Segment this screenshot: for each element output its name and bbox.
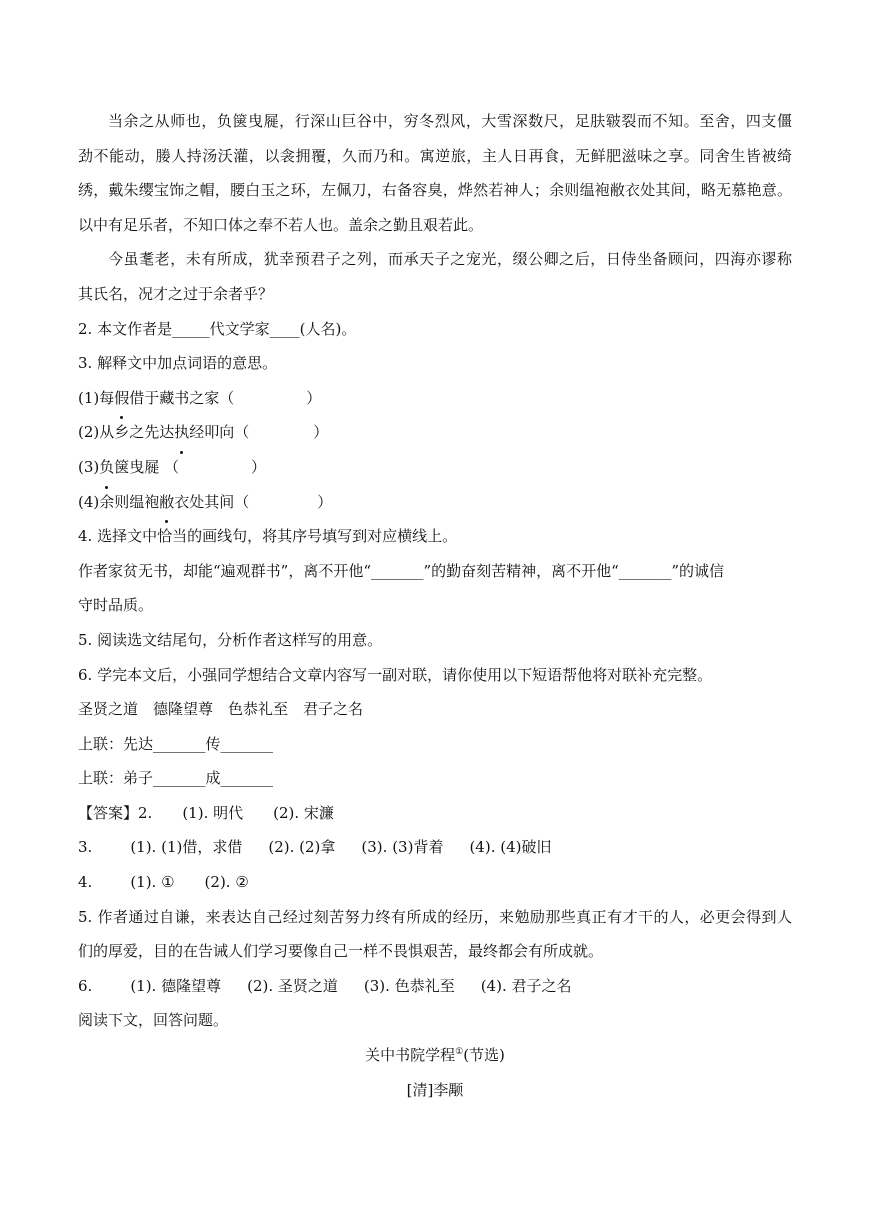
couplet-blank[interactable]: _______ [220,734,274,753]
question-4-line-2: 守时品质。 [78,596,154,615]
passage-paragraph-2 [78,242,792,311]
question-3-item-2 [78,415,792,450]
passage-line: 以中有足乐者，不知口体之奉不若人也。盖余之勤且艰若此。 [78,215,484,234]
section-title [78,1038,792,1073]
question-3-item-3 [78,450,792,485]
document-page [78,104,792,1107]
phrase: 德隆望尊 [153,700,214,719]
couplet-line-2 [78,761,792,796]
couplet-text: 传 [205,734,221,753]
phrase: 君子之名 [303,700,364,719]
dotted-word: 敝 [159,485,174,520]
passage-line: 其氏名，况才之过于余者乎？ [78,284,274,303]
q2-blank-1[interactable]: _____ [172,319,210,338]
q2-blank-2[interactable]: ____ [269,319,300,338]
answer-part: (1). (1)借，求借 [130,838,243,857]
answer-part: (2). 宋濂 [273,803,334,822]
q3-item-text: 箧曳屣 （ [114,457,180,476]
answer-part: (2). (2)拿 [268,838,336,857]
phrase: 圣贤之道 [78,700,139,719]
q3-item-close: ） [313,423,329,442]
couplet-blank[interactable]: _______ [153,734,206,753]
couplet-blank[interactable]: _______ [220,769,274,788]
question-3-stem: 3. 解释文中加点词语的意思。 [78,354,278,373]
reading-instruction: 阅读下文，回答问题。 [78,1011,229,1030]
answer-5 [78,900,792,969]
answer-part: (3). 色恭礼至 [363,976,455,995]
passage-line: 劲不能动，媵人持汤沃灌，以衾拥覆，久而乃和。寓逆旅，主人日再食，无鲜肥滋味之享。同舍生皆被绮 [78,146,792,165]
q4-text: ”的勤奋刻苦精神，离不开他“ [423,561,619,580]
q3-item-text: 衣处其间（ [174,492,250,511]
q3-item-close: ） [251,457,267,476]
q4-blank-1[interactable]: _______ [371,561,424,580]
q3-item-text: (2)从乡之先达 [78,423,175,442]
answer-4 [78,865,792,900]
answer-2 [78,796,792,831]
answer-6 [78,969,792,1004]
answer-number: 3. [78,838,93,857]
answer-part: (4). 君子之名 [480,976,572,995]
answer-tag: 【答案】 [78,803,139,822]
q2-text-b: 代文学家 [209,319,270,338]
q3-item-text: 借于藏书之家（ [129,388,235,407]
q4-text: 作者家贫无书，却能“遍观群书”，离不开他“ [78,561,372,580]
question-3-item-4 [78,485,792,520]
question-3-item-1 [78,381,792,416]
q2-text-c: (人名)。 [299,319,357,338]
answer-5-line: 们的厚爱，目的在告诫人们学习要像自己一样不畏惧艰苦，最终都会有所成就。 [78,942,604,961]
answer-3 [78,830,792,865]
answer-part: (3). (3)背着 [361,838,444,857]
answer-number: 4. [78,873,93,892]
question-5-stem: 5. 阅读选文结尾句，分析作者这样写的用意。 [78,630,383,649]
question-4-stem: 4. 选择文中恰当的画线句，将其序号填写到对应横线上。 [78,527,458,546]
q3-item-text: (1)每 [78,388,115,407]
answer-part: (4). (4)破旧 [469,838,552,857]
question-6-stem: 6. 学完本文后，小强同学想结合文章内容写一副对联，请你使用以下短语帮他将对联补充完整。 [78,665,713,684]
question-4-line-1 [78,554,792,589]
couplet-text: 上联：先达 [78,734,154,753]
q3-item-close: ） [306,388,322,407]
phrase: 色恭礼至 [228,700,289,719]
passage-line: 当余之从师也，负箧曳屣，行深山巨谷中，穷冬烈风，大雪深数尺，足肤皲裂而不知。至舍，四支僵 [108,112,792,130]
couplet-line-1 [78,727,792,762]
title-footnote-mark: ① [455,1047,464,1058]
answer-part: (1). 明代 [182,803,244,822]
answer-number: 2. [138,803,153,822]
couplet-text: 上联：弟子 [78,769,154,788]
dotted-word: 假 [114,381,129,416]
passage-line: 绣，戴朱缨宝饰之帽，腰白玉之环，左佩刀，右备容臭，烨然若神人；余则缊袍敝衣处其间，略无慕艳意。 [78,181,792,200]
passage-paragraph-1 [78,104,792,242]
answer-number: 6. [78,976,93,995]
section-author: [清]李颙 [406,1080,464,1099]
q3-item-text: (4)余则缊袍 [78,492,160,511]
q3-item-close: ） [317,492,333,511]
q4-blank-2[interactable]: _______ [618,561,672,580]
dotted-word: 负 [99,450,114,485]
answer-5-line: 5. 作者通过自谦，来表达自己经过刻苦努力终有所成的经历，来勉励那些真正有才干的人，必更会得到人 [78,907,792,926]
q3-item-text: (3) [78,457,100,476]
question-6-phrases [78,692,792,727]
answer-part: (1). 德隆望尊 [130,976,222,995]
q3-item-text: 经叩向（ [189,423,250,442]
answer-part: (1). ① [130,873,175,892]
couplet-blank[interactable]: _______ [153,769,206,788]
title-suffix: (节选) [463,1046,505,1065]
passage-line: 今虽耄老，未有所成，犹幸预君子之列，而承天子之宠光，缀公卿之后，日侍坐备顾问，四海亦谬称 [108,250,792,269]
answer-part: (2). 圣贤之道 [247,976,338,995]
q2-text-a: 2. 本文作者是 [78,319,173,338]
answer-part: (2). ② [204,873,249,892]
question-2 [78,312,792,347]
couplet-text: 成 [205,769,221,788]
dotted-word: 执 [174,415,189,450]
title-text: 关中书院学程 [365,1046,456,1065]
q4-text: ”的诚信 [671,561,725,580]
